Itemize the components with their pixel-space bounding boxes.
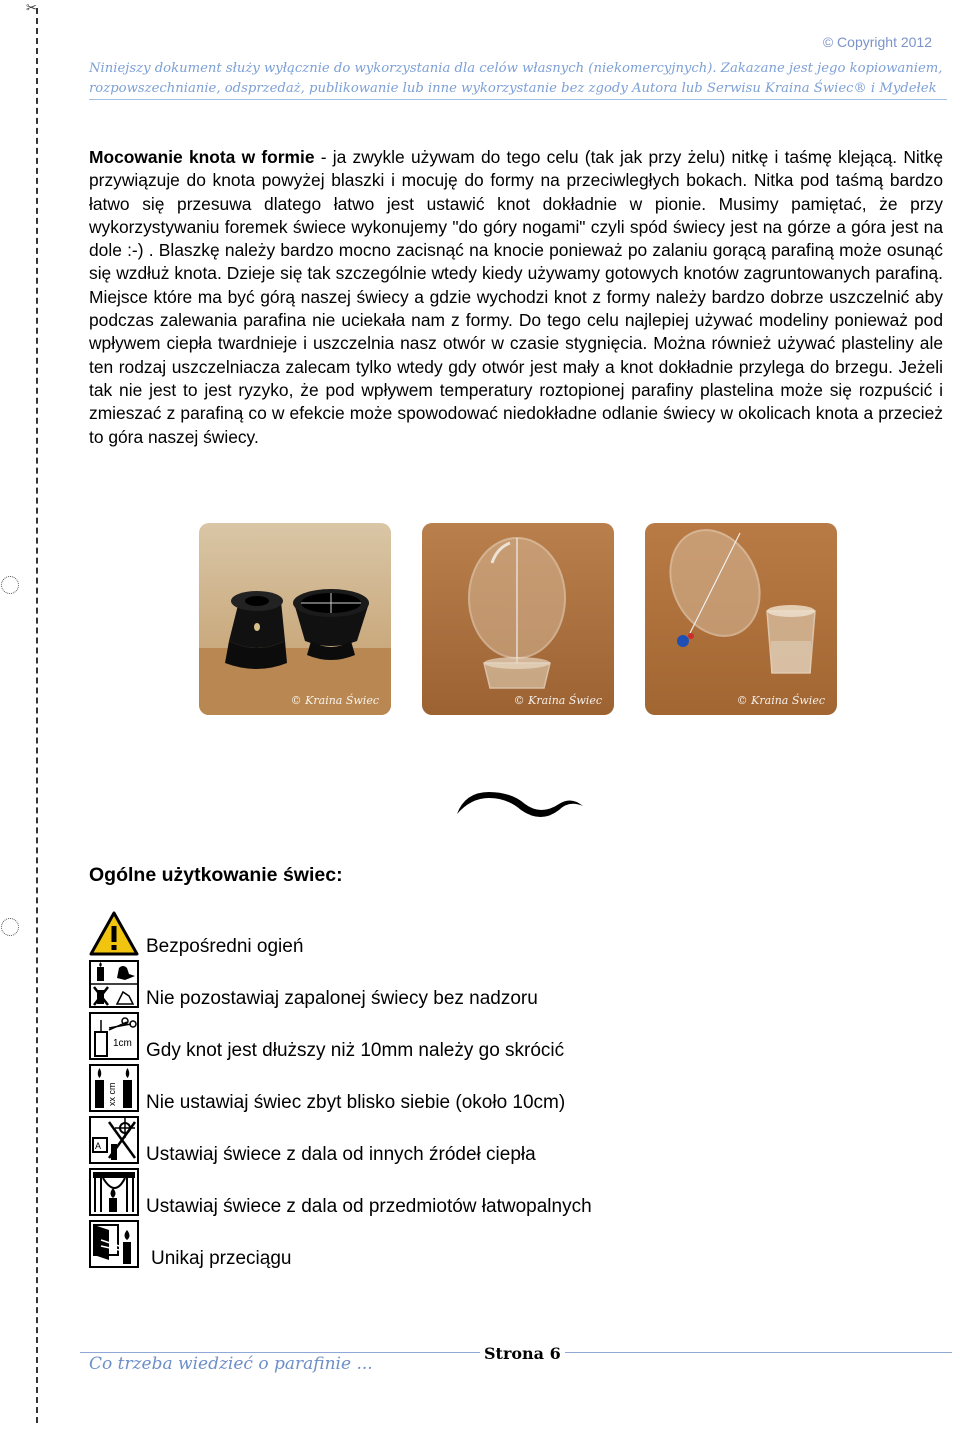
usage-rule-text: Unikaj przeciągu xyxy=(151,1248,292,1269)
article-lead: Mocowanie knota w formie xyxy=(89,147,315,167)
disclaimer xyxy=(89,59,947,100)
ornament-divider xyxy=(455,786,585,822)
punch-hole-bottom xyxy=(1,918,19,936)
article-body: - ja zwykle używam do tego celu (tak jak przy żelu) nitkę i taśmę klejącą. Nitkę przywiązuje do knota powyżej blaszki i mocuję do formy na przeciwległych bokach. Nitka pod taśmą bardzo łatwo się przesuwa dlatego łatwo jest ustawić knot dokładnie w pionie. Musimy pamiętać, że przy wykorzystywaniu foremek świece wykonujemy "do góry nogami" czyli spód świecy jest na górze a góra jest na dole :-) . Blaszkę należy bardzo mocno zacisnąć na knocie ponieważ po zalaniu gorącą parafiną może osunąć się wzdłuż knota. Dzieje się tak szczególnie wtedy kiedy używamy gotowych knotów zagruntowanych parafiną. Miejsce które ma być górą naszej świecy a gdzie wychodzi knot z formy należy bardzo dobrze uszczelnić aby podczas zalewania parafina nie uciekała nam z formy. Do tego celu najlepiej używać modeliny ponieważ pod wpływem ciepła twardnieje i uszczelnia nasz otwór w czasie stygnięcia. Można również używać plasteliny ale ten rodzaj uszczelniacza zalecam tylko wtedy gdy otwór jest mały a knot dokładnie przylega do brzegu. Jeżeli tak nie jest to jest ryzyko, że pod wpływem temperatury roztopionej parafiny plastelina może się rozpuścić i zmieszać z parafiną co w efekcie może spowodować niedokładne odlanie świecy w okolicach knota a przecież to góra naszej świecy. xyxy=(89,147,943,447)
photo-watermark: © Kraina Świec xyxy=(736,694,825,707)
usage-rule-text: Ustawiaj świece z dala od innych źródeł ciepła xyxy=(146,1144,536,1165)
disclaimer-line-1: Niniejszy dokument służy wyłącznie do wykorzystania dla celów własnych (niekomercyjnych). Zakazane jest jego kopiowaniem, xyxy=(89,61,943,76)
fire-warning-icon xyxy=(89,910,139,958)
unattended-candle-icon xyxy=(89,960,139,1008)
usage-rule xyxy=(89,1012,789,1060)
flammable-objects-icon xyxy=(89,1168,139,1216)
usage-rule xyxy=(89,1064,789,1112)
usage-rule xyxy=(89,1116,789,1164)
candle-distance-icon xyxy=(89,1064,139,1112)
svg-text:1cm: 1cm xyxy=(113,1038,132,1049)
draft-icon xyxy=(89,1220,139,1268)
page-number: Strona 6 xyxy=(480,1344,565,1363)
usage-rule xyxy=(89,1168,789,1216)
disclaimer-line-2: rozpowszechnianie, odsprzedaż, publikowanie lub inne wykorzystanie bez zgody Autora lub Serwisu Kraina Świec® i Mydełek xyxy=(89,80,937,96)
photo-black-molds xyxy=(199,523,391,715)
photo-sealed-mold xyxy=(645,523,837,715)
svg-text:A: A xyxy=(95,1141,102,1151)
usage-rule-text: Ustawiaj świece z dala od przedmiotów łatwopalnych xyxy=(146,1196,592,1217)
usage-rule xyxy=(89,1220,789,1268)
usage-rule xyxy=(89,910,789,958)
usage-rule-text: Nie pozostawiaj zapalonej świecy bez nadzoru xyxy=(146,988,538,1009)
photo-glass-mold xyxy=(422,523,614,715)
usage-rule-text: Nie ustawiaj świec zbyt blisko siebie (około 10cm) xyxy=(146,1092,566,1113)
article-paragraph xyxy=(89,146,943,449)
usage-section-title: Ogólne użytkowanie świec: xyxy=(89,864,343,886)
heat-source-icon xyxy=(89,1116,139,1164)
usage-rule xyxy=(89,960,789,1008)
usage-rule-text: Bezpośredni ogień xyxy=(146,936,304,957)
usage-rule-text: Gdy knot jest dłuższy niż 10mm należy go skrócić xyxy=(146,1040,565,1061)
footer-title: Co trzeba wiedzieć o parafinie ... xyxy=(89,1354,373,1374)
svg-text:xx cm: xx cm xyxy=(107,1082,117,1106)
copyright-notice: © Copyright 2012 xyxy=(822,34,932,50)
photo-watermark: © Kraina Świec xyxy=(513,694,602,707)
trim-wick-icon xyxy=(89,1012,139,1060)
punch-hole-top xyxy=(1,576,19,594)
photo-watermark: © Kraina Świec xyxy=(290,694,379,707)
binder-cut-line xyxy=(36,8,38,1423)
scissors-icon: ✂ xyxy=(26,0,37,15)
